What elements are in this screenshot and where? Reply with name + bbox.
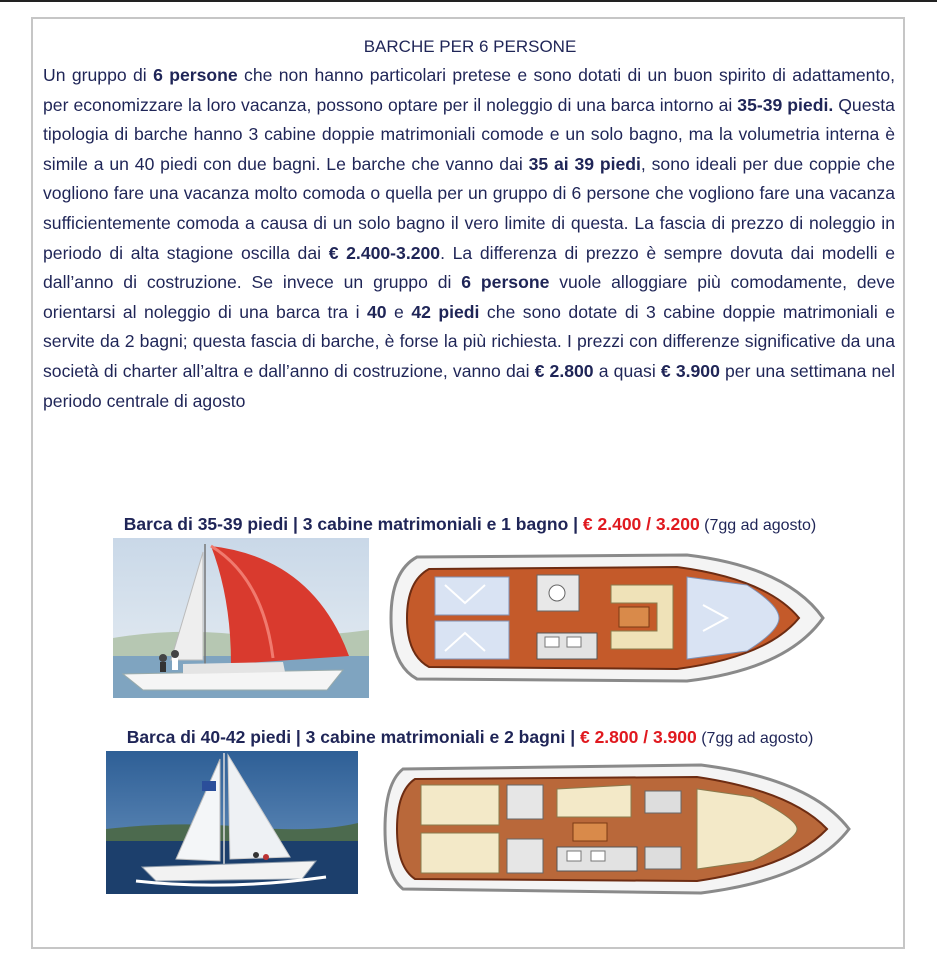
paragraph-bold-run: 40 [366,301,387,322]
boat-layout-2 [381,755,853,903]
paragraph-bold-run: € 2.400-3.200 [328,242,441,263]
paragraph-bold-run: 35 ai 39 piedi [528,153,641,174]
paragraph-bold-run: € 3.900 [660,360,720,381]
boat-caption-2-price: € 2.800 / 3.900 [579,727,697,747]
boat-layout-1 [387,545,827,691]
paragraph-run: che sono dotate di 3 cabine doppie matrimoniali e servite da 2 bagni; questa fascia di barche, è forse la più richiesta. I prezzi con differenze significative da una società di charter all’altra e dall’anno di costruzione, vanno dai [43,301,896,381]
boat-caption-1-note: (7gg ad agosto) [699,517,817,534]
paragraph-run: vuole alloggiare più comodamente, deve orientarsi al noleggio di una barca tra i [43,272,896,322]
boat-caption-2 [33,727,907,748]
paragraph-run: , sono ideali per due coppie che vogliono fare una vacanza molto comoda o quella per un gruppo di 6 persone che vogliono fare una vacanza sufficientemente comoda a causa di un solo bagno il vero limite di questa. La fascia di prezzo di noleggio in periodo di alta stagione oscilla dai [43,153,895,263]
intro-paragraph [43,61,895,416]
paragraph-run: per una settimana nel periodo centrale di agosto [43,360,895,411]
boat-caption-2-note: (7gg ad agosto) [696,730,814,747]
content-frame [31,17,905,949]
paragraph-bold-run: 6 persone [153,65,238,85]
paragraph-run: Un gruppo di [43,65,154,85]
boat-caption-1-price: € 2.400 / 3.200 [582,514,700,534]
paragraph-run: e [386,301,412,322]
paragraph-run: a quasi [593,360,661,381]
paragraph-bold-run: 6 persone [461,272,550,293]
boat-photo-1 [113,538,369,698]
top-rule [0,0,937,2]
paragraph-bold-run: 35-39 piedi. [737,94,834,115]
boat-photo-2 [106,751,358,894]
paragraph-bold-run: 42 piedi [411,301,480,322]
paragraph-run: che non hanno particolari pretese e sono dotati di un buon spirito di adattamento, per economizzare la loro vacanza, possono optare per il noleggio di una barca intorno ai [43,65,896,115]
page-title: BARCHE PER 6 PERSONE [363,37,577,56]
paragraph-run: . La differenza di prezzo è sempre dovuta dai modelli e dall’anno di costruzione. Se invece un gruppo di [43,242,895,293]
boat-caption-2-label: Barca di 40-42 piedi | 3 cabine matrimoniali e 2 bagni | [126,727,580,747]
boat-caption-1-label: Barca di 35-39 piedi | 3 cabine matrimoniali e 1 bagno | [123,514,583,534]
boat-caption-1 [33,514,907,535]
paragraph-bold-run: € 2.800 [534,360,594,381]
paragraph-run: Questa tipologia di barche hanno 3 cabine doppie matrimoniali comode e un solo bagno, ma la volumetria interna è simile a un 40 piedi con due bagni. Le barche che vanno dai [43,94,895,174]
